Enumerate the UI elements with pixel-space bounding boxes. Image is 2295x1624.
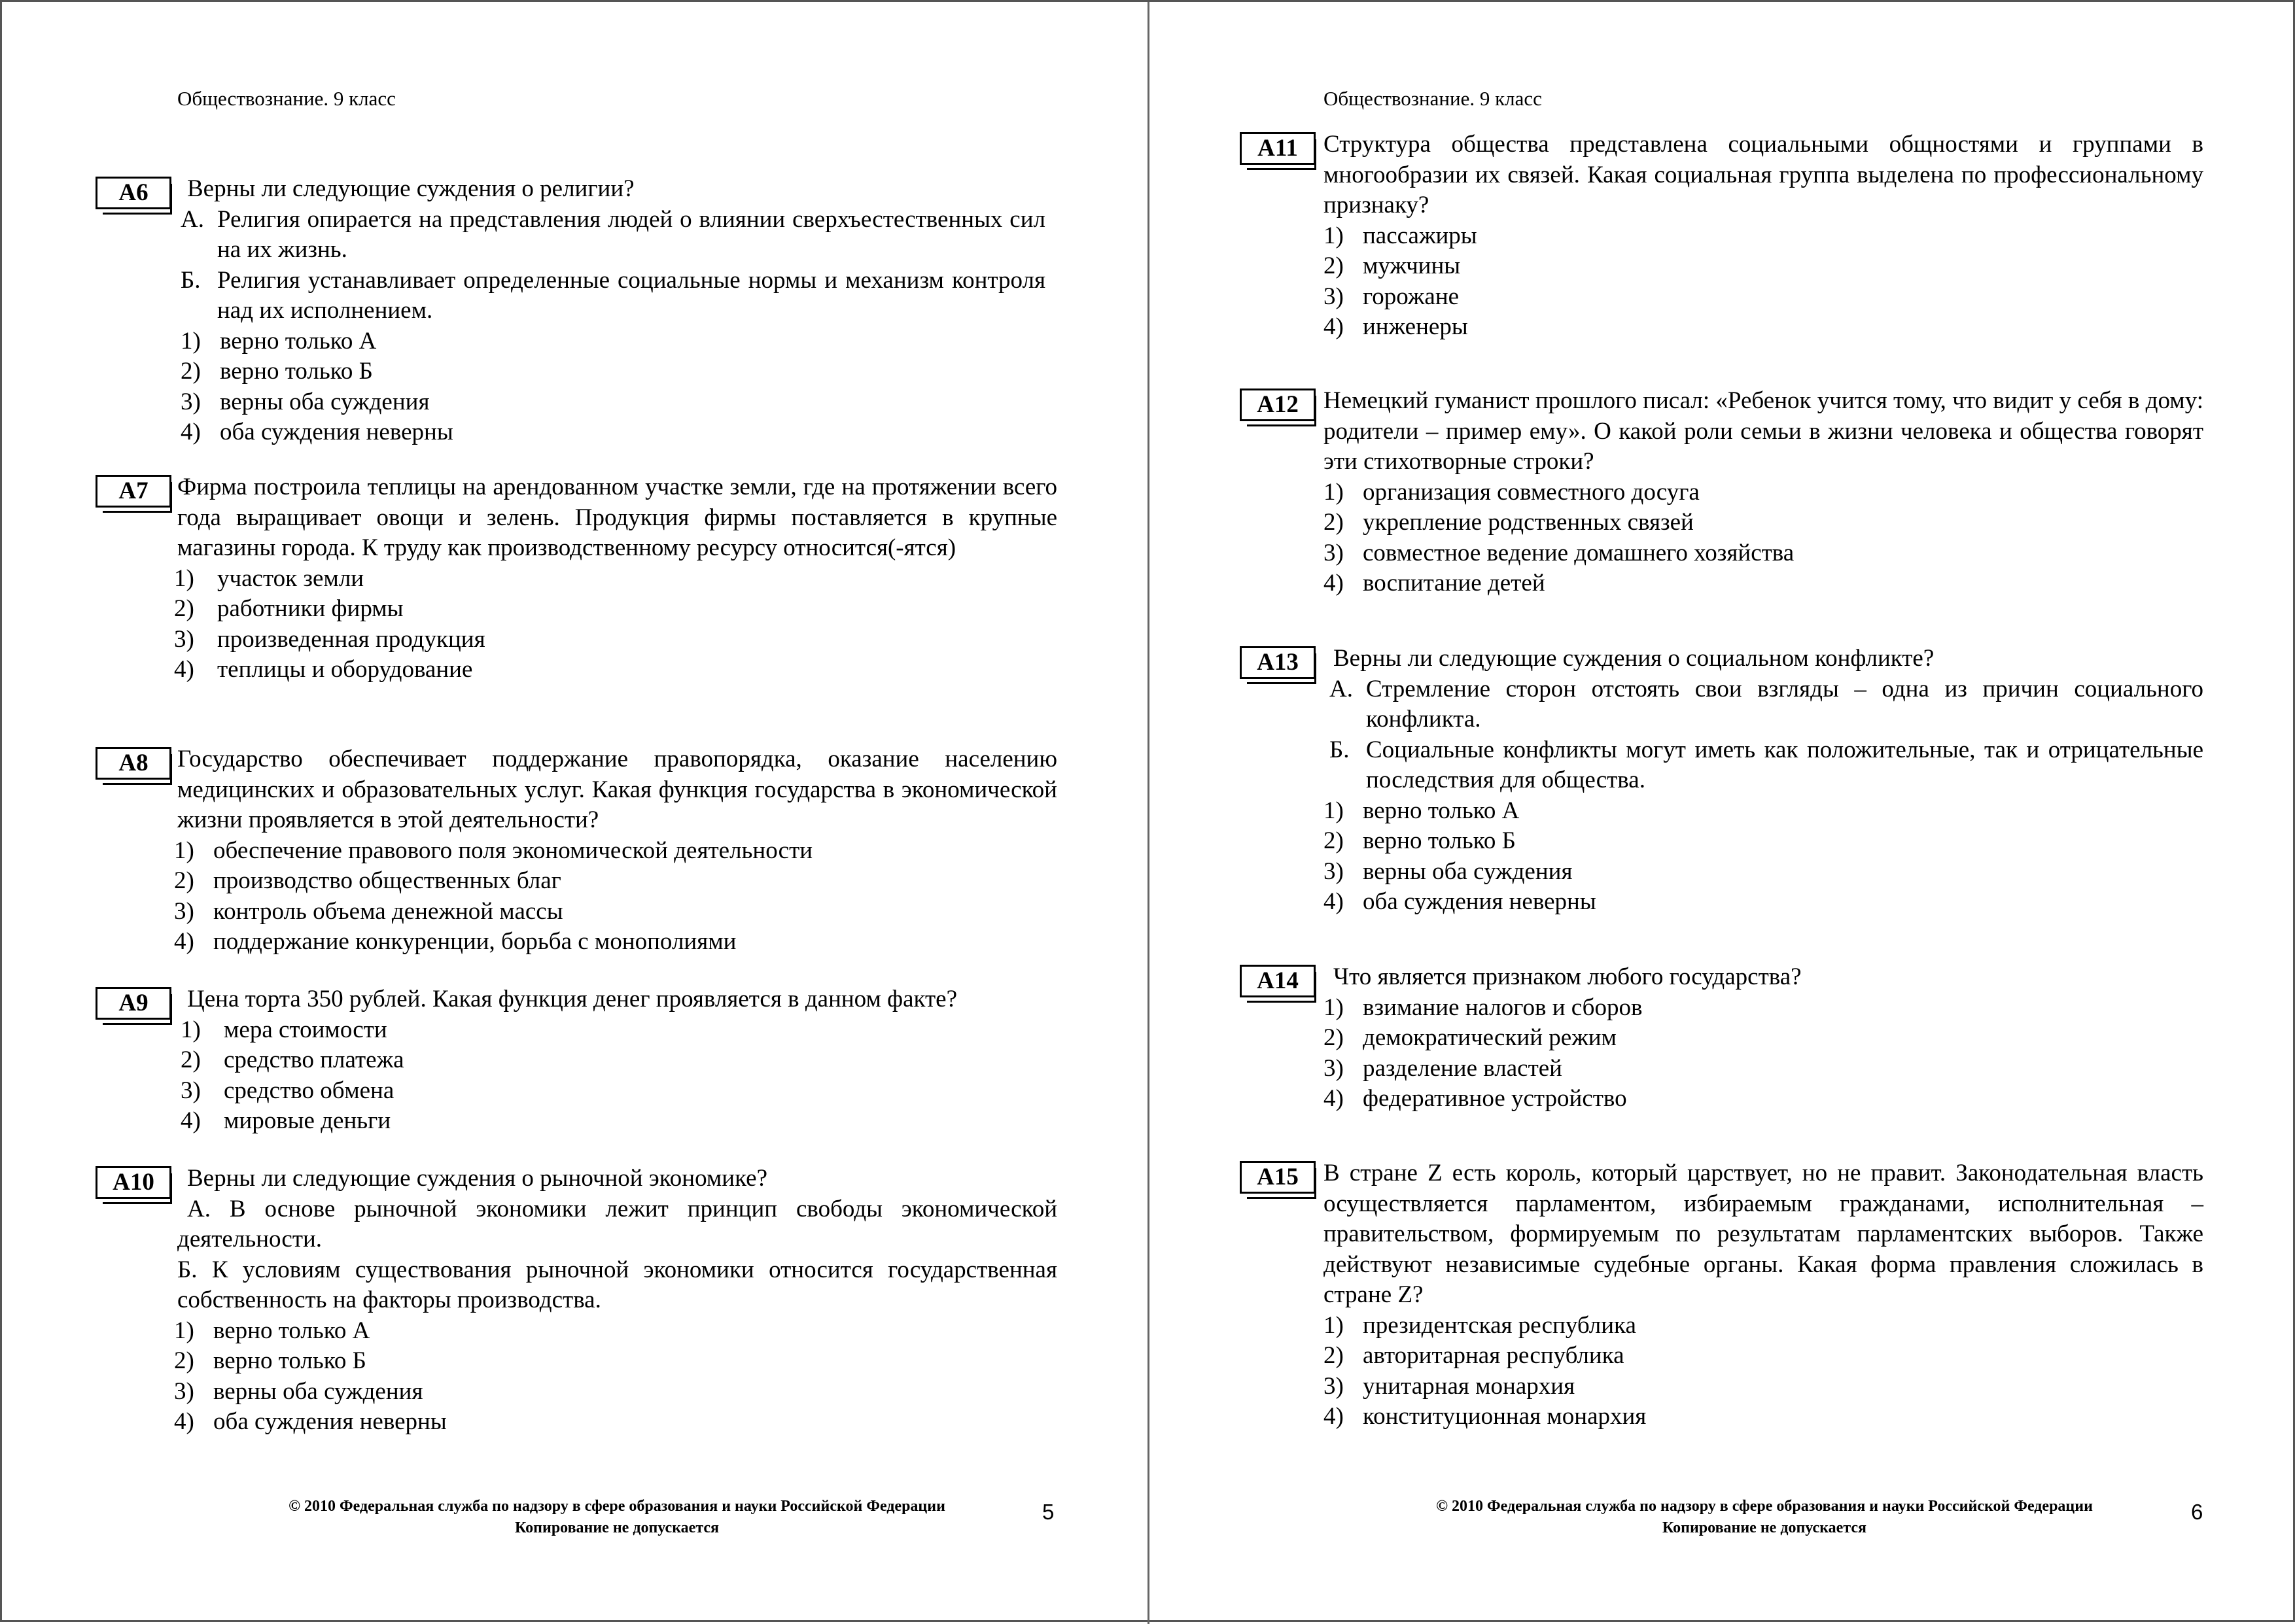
statement-label: Б.: [1329, 736, 1350, 763]
statement-text: Стремление сторон отстоять свои взгляды – одна из причин социального конфликта.: [1366, 675, 2203, 733]
question-number: А7: [96, 475, 171, 508]
question-a13: [1257, 644, 2203, 918]
right-page: [1149, 2, 2295, 1624]
answer-option[interactable]: 4) оба суждения неверны: [1323, 888, 1596, 915]
answer-options: [1323, 221, 2203, 343]
statement-label: А.: [1329, 675, 1353, 702]
answer-option[interactable]: 3) верны оба суждения: [181, 388, 430, 415]
copyright-text: © 2010 Федеральная служба по надзору в сфере образования и науки Российской Федерации: [1436, 1498, 2093, 1515]
answer-option[interactable]: 1) верно только А: [174, 1317, 370, 1344]
answer-options: [1323, 796, 2203, 918]
page-footer: [224, 1496, 1009, 1539]
answer-option[interactable]: 3) средство обмена: [181, 1077, 394, 1104]
statement-text: Социальные конфликты могут иметь как положительные, так и отрицательные последствия для общества.: [1366, 736, 2203, 793]
answer-option[interactable]: 4) мировые деньги: [181, 1107, 391, 1134]
answer-option[interactable]: 2) работники фирмы: [174, 595, 404, 622]
answer-option[interactable]: 1) организация совместного досуга: [1323, 478, 1700, 506]
question-a10: [113, 1164, 1057, 1438]
answer-option[interactable]: 3) верны оба суждения: [1323, 857, 1573, 885]
statement-a: А. В основе рыночной экономики лежит принцип свободы экономической деятельности.: [177, 1195, 1057, 1253]
page-footer: [1372, 1496, 2157, 1539]
statement-a: [1329, 674, 2203, 735]
question-stem: Верны ли следующие суждения о социальном конфликте?: [1333, 645, 1935, 672]
page-number: 5: [1042, 1500, 1055, 1524]
question-number: А8: [96, 747, 171, 780]
question-number: А14: [1240, 965, 1316, 997]
question-number: А9: [96, 987, 171, 1020]
answer-option[interactable]: 3) произведенная продукция: [174, 625, 485, 653]
question-a14: [1257, 962, 2203, 1114]
answer-option[interactable]: 2) верно только Б: [1323, 827, 1516, 854]
statement-text: Религия опирается на представления людей о влиянии сверхъестественных сил на их жизнь.: [217, 205, 1045, 263]
answer-option[interactable]: 1) верно только А: [1323, 797, 1520, 824]
answer-option[interactable]: 1) верно только А: [181, 327, 377, 354]
question-stem: Немецкий гуманист прошлого писал: «Ребенок учится тому, что видит у себя в дому: родители – пример ему». О какой роли семьи в жизни человека и общества говорят эти стихотворные строки?: [1323, 387, 2203, 475]
statement-b: [181, 266, 1045, 326]
question-stem: В стране Z есть король, который царствует, но не правит. Законодательная власть осуществляется парламентом, избираемым гражданами, исполнительная – правительством, формируемым по результатам парламентских выборов. Также действуют независимые судебные органы. Какая форма правления сложилась в стране Z?: [1323, 1160, 2203, 1308]
answer-option[interactable]: 2) демократический режим: [1323, 1024, 1617, 1051]
answer-option[interactable]: 4) поддержание конкуренции, борьба с монополиями: [174, 928, 737, 955]
copy-notice: Копирование не допускается: [1662, 1519, 1867, 1536]
statement-label: А.: [181, 205, 204, 233]
answer-options: [174, 1316, 1057, 1438]
answer-option[interactable]: 4) инженеры: [1323, 313, 1468, 340]
question-a12: [1257, 386, 2203, 599]
answer-options: [1323, 993, 2203, 1114]
question-number: А10: [96, 1166, 171, 1199]
statement-a: [181, 205, 1045, 266]
statement-b: [1329, 735, 2203, 796]
answer-option[interactable]: 1) участок земли: [174, 564, 364, 592]
answer-options: [1323, 1311, 2203, 1432]
answer-option[interactable]: 4) теплицы и оборудование: [174, 656, 473, 683]
answer-option[interactable]: 1) обеспечение правового поля экономической деятельности: [174, 837, 813, 864]
copyright-text: © 2010 Федеральная служба по надзору в сфере образования и науки Российской Федерации: [289, 1498, 945, 1515]
page-number: 6: [2191, 1500, 2203, 1524]
answer-options: [1323, 477, 2203, 599]
question-number: А6: [96, 177, 171, 209]
answer-option[interactable]: 3) совместное ведение домашнего хозяйства: [1323, 539, 1795, 566]
answer-option[interactable]: 1) пассажиры: [1323, 222, 1477, 249]
answer-option[interactable]: 2) производство общественных благ: [174, 867, 561, 894]
answer-option[interactable]: 4) оба суждения неверны: [181, 419, 453, 445]
question-number: А15: [1240, 1161, 1316, 1194]
question-a15: [1257, 1158, 2203, 1432]
answer-option[interactable]: 1) мера стоимости: [181, 1016, 387, 1043]
question-stem: Государство обеспечивает поддержание правопорядка, оказание населению медицинских и образовательных услуг. Какая функция государства в экономической жизни проявляется в этой деятельности?: [177, 746, 1057, 833]
answer-option[interactable]: 2) средство платежа: [181, 1046, 404, 1073]
answer-option[interactable]: 3) контроль объема денежной массы: [174, 897, 563, 925]
question-number: А12: [1240, 389, 1316, 421]
statement-text: Религия устанавливает определенные социальные нормы и механизм контроля над их исполнением.: [217, 266, 1045, 324]
question-stem: Верны ли следующие суждения о рыночной экономике?: [187, 1165, 768, 1192]
answer-option[interactable]: 1) президентская республика: [1323, 1311, 1636, 1339]
page-header: Обществознание. 9 класс: [1323, 87, 1542, 110]
answer-option[interactable]: 2) авторитарная республика: [1323, 1342, 1624, 1369]
question-stem: Верны ли следующие суждения о религии?: [187, 175, 635, 202]
answer-option[interactable]: 3) горожане: [1323, 283, 1460, 310]
question-stem: Фирма построила теплицы на арендованном участке земли, где на протяжении всего года выращивает овощи и зелень. Продукция фирмы поставляется в крупные магазины города. К труду как производственному ресурсу относится(-ятся): [177, 474, 1057, 561]
answer-option[interactable]: 2) верно только Б: [181, 358, 373, 385]
answer-option[interactable]: 4) федеративное устройство: [1323, 1085, 1627, 1112]
answer-options: [174, 564, 1057, 685]
answer-option[interactable]: 1) взимание налогов и сборов: [1323, 993, 1643, 1021]
question-a7: [118, 472, 1057, 685]
question-stem: Что является признаком любого государства?: [1333, 963, 1802, 990]
answer-option[interactable]: 2) мужчины: [1323, 252, 1461, 279]
answer-option[interactable]: 2) укрепление родственных связей: [1323, 509, 1694, 536]
question-number: А11: [1240, 132, 1316, 165]
answer-options: [181, 326, 1045, 448]
question-a9: [118, 984, 1057, 1137]
question-stem: Структура общества представлена социальными общностями и группами в многообразии их связей. Какая социальная группа выделена по профессиональному признаку?: [1323, 131, 2203, 218]
question-stem: Цена торта 350 рублей. Какая функция денег проявляется в данном факте?: [187, 986, 958, 1012]
answer-option[interactable]: 3) унитарная монархия: [1323, 1372, 1575, 1400]
answer-option[interactable]: 4) конституционная монархия: [1323, 1403, 1647, 1430]
statement-label: Б.: [181, 266, 201, 294]
answer-option[interactable]: 4) оба суждения неверны: [174, 1408, 447, 1435]
answer-options: [174, 836, 1057, 958]
answer-option[interactable]: 3) верны оба суждения: [174, 1377, 423, 1405]
answer-option[interactable]: 4) воспитание детей: [1323, 570, 1545, 596]
question-a8: [118, 744, 1057, 958]
left-page: [2, 2, 1149, 1624]
page-header: Обществознание. 9 класс: [177, 87, 396, 110]
answer-option[interactable]: 3) разделение властей: [1323, 1054, 1562, 1082]
answer-option[interactable]: 2) верно только Б: [174, 1347, 366, 1374]
copy-notice: Копирование не допускается: [514, 1519, 720, 1536]
question-a11: [1257, 130, 2203, 343]
answer-options: [181, 1015, 1057, 1137]
question-number: А13: [1240, 646, 1316, 679]
question-a6: [118, 174, 1045, 448]
statement-b: Б. К условиям существования рыночной экономики относится государственная собственность на факторы производства.: [177, 1256, 1057, 1313]
